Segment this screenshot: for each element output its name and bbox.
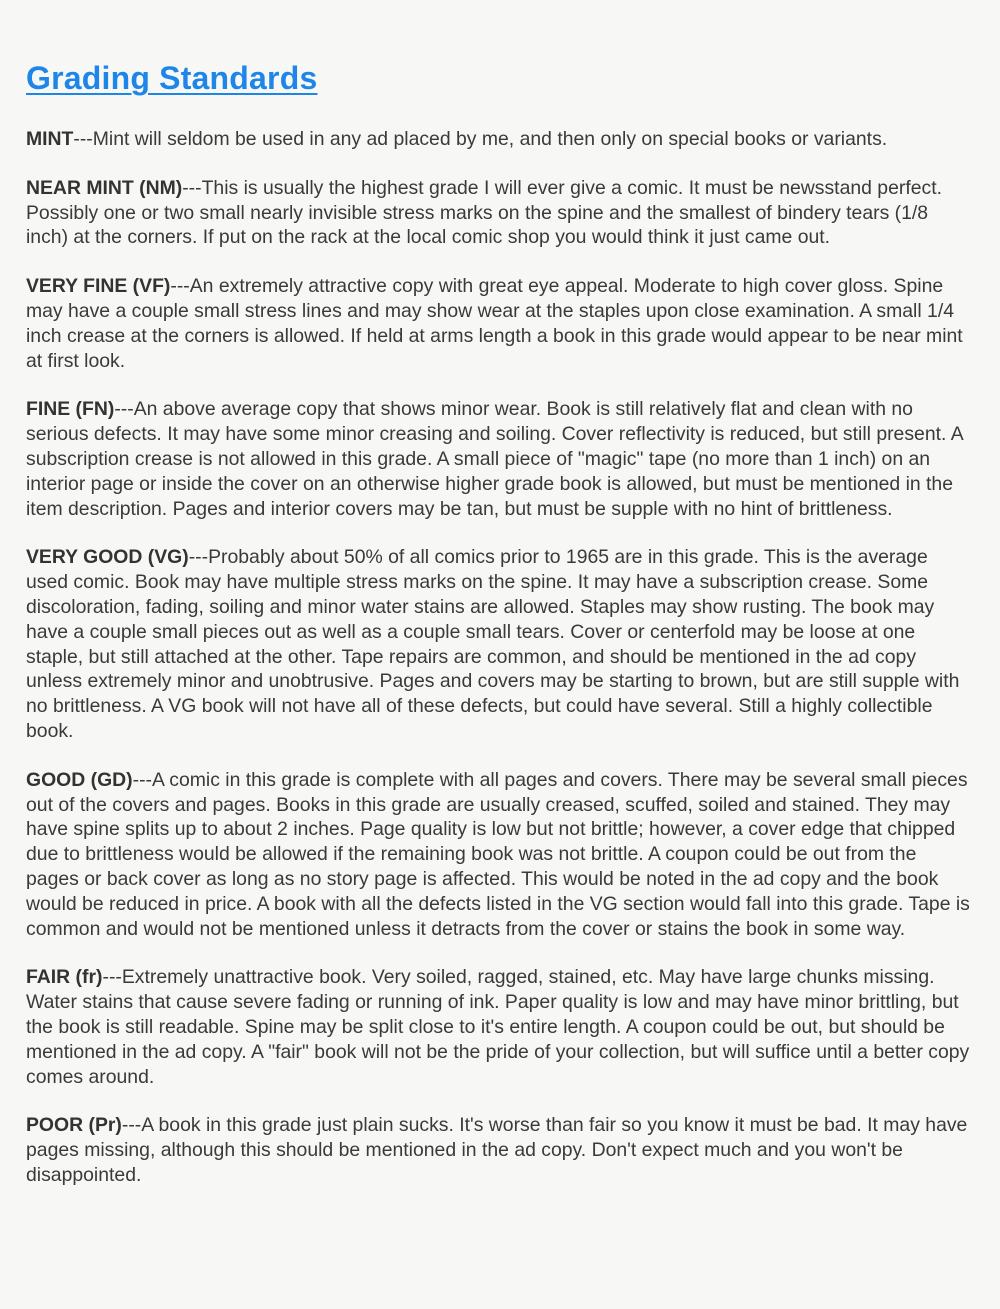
grade-separator: --- xyxy=(121,1114,142,1137)
grade-description: An extremely attractive copy with great eye appeal. Moderate to high cover gloss. Spine may have a couple small stress lines and may show wear at the staples upon close examination. A small 1/4 inch crease at the corners is allowed. If held at arms length a book in this grade would appear to be near mint at first look. xyxy=(26,275,963,372)
grade-term: POOR (Pr) xyxy=(26,1114,122,1137)
grade-separator: --- xyxy=(114,398,134,421)
grade-term: MINT xyxy=(26,128,74,150)
grade-very-good xyxy=(26,545,970,743)
grade-poor xyxy=(26,1113,970,1187)
grade-term: VERY FINE (VF) xyxy=(26,275,171,298)
page-title: Grading Standards xyxy=(26,60,318,96)
grade-separator: --- xyxy=(188,546,209,569)
grade-description: Mint will seldom be used in any ad placed by me, and then only on special books or variants. xyxy=(92,128,888,150)
grade-mint xyxy=(26,127,970,152)
grade-description: This is usually the highest grade I will ever give a comic. It must be newsstand perfect. Possibly one or two small nearly invisible stress marks on the spine and the smallest of bindery tears (1/8 inch) at the corners. If put on the rack at the local comic shop you would think it just came out. xyxy=(26,176,942,249)
grade-description: A book in this grade just plain sucks. It's worse than fair so you know it must be bad. It may have pages missing, although this should be mentioned in the ad copy. Don't expect much and you won't be disappointed. xyxy=(26,1114,968,1186)
grade-good xyxy=(26,768,970,942)
grade-term: VERY GOOD (VG) xyxy=(26,546,189,569)
grade-fine xyxy=(26,397,970,521)
grade-term: NEAR MINT (NM) xyxy=(26,176,183,199)
grade-description: Extremely unattractive book. Very soiled, ragged, stained, etc. May have large chunks missing. Water stains that cause severe fading or running of ink. Paper quality is low and may have minor brittling, but the book is still readable. Spine may be split close to it's entire length. A coupon could be out, but should be mentioned in the ad copy. A "fair" book will not be the pride of your collection, but will suffice until a better copy comes around. xyxy=(26,966,970,1088)
grade-fair xyxy=(26,965,970,1089)
grade-very-fine xyxy=(26,274,970,373)
grade-separator: --- xyxy=(102,966,122,989)
grade-description: Probably about 50% of all comics prior to 1965 are in this grade. This is the average used comic. Book may have multiple stress marks on the spine. It may have a subscription crease. Some discoloration, fading, soiling and minor water stains are allowed. Staples may show rusting. The book may have a couple small pieces out as well as a couple small tears. Cover or centerfold may be loose at one staple, but still attached at the other. Tape repairs are common, and should be mentioned in the ad copy unless extremely minor and unobtrusive. Pages and covers may be starting to brown, but are still supple with no brittleness. A VG book will not have all of these defects, but could have several. Still a highly collectible book. xyxy=(26,546,960,742)
grade-description: A comic in this grade is complete with all pages and covers. There may be several small pieces out of the covers and pages. Books in this grade are usually creased, scuffed, soiled and stained. They may have spine splits up to about 2 inches. Page quality is low but not brittle; however, a cover edge that chipped due to brittleness would be allowed if the remaining book was not brittle. A coupon could be out from the pages or back cover as long as no story page is affected. This would be noted in the ad copy and the book would be reduced in price. A book with all the defects listed in the VG section would fall into this grade. Tape is common and would not be mentioned unless it detracts from the cover or stains the book in some way. xyxy=(26,768,970,940)
grade-near-mint xyxy=(26,176,970,250)
grade-term: FAIR (fr) xyxy=(26,966,103,989)
grade-separator: --- xyxy=(132,768,153,791)
grade-separator: --- xyxy=(182,176,202,199)
grade-separator: --- xyxy=(170,275,190,298)
grade-separator: --- xyxy=(73,128,93,150)
grade-description: An above average copy that shows minor wear. Book is still relatively flat and clean with no serious defects. It may have some minor creasing and soiling. Cover reflectivity is reduced, but still present. A subscription crease is not allowed in this grade. A small piece of "magic" tape (no more than 1 inch) on an interior page or inside the cover on an otherwise higher grade book is allowed, but must be mentioned in the item description. Pages and interior covers may be tan, but must be supple with no hint of brittleness. xyxy=(26,398,963,520)
grade-term: GOOD (GD) xyxy=(26,768,133,791)
grade-term: FINE (FN) xyxy=(26,398,115,421)
